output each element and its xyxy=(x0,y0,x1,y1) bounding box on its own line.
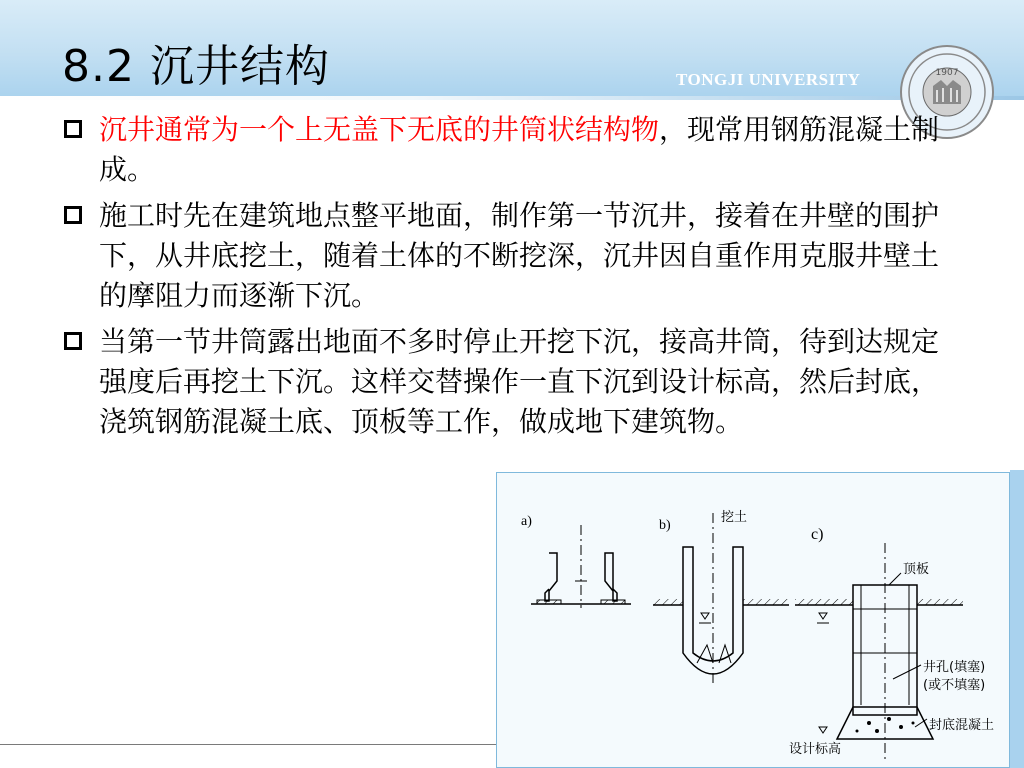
caisson-diagram xyxy=(497,473,1009,767)
label-digging: 挖土 xyxy=(721,510,748,525)
bullet-item-2 xyxy=(64,196,964,316)
side-accent-bar xyxy=(1010,470,1024,768)
university-name: TONGJI UNIVERSITY xyxy=(676,70,861,89)
checkbox-icon xyxy=(64,206,82,224)
diagram-b xyxy=(653,509,789,683)
logo-year: 1907 xyxy=(935,68,959,78)
label-well-hole-alt: (或不填塞) xyxy=(923,678,986,693)
page-title: 8.2 沉井结构 xyxy=(62,41,330,92)
bullet-rest: ，现常用钢筋混凝土制成。 xyxy=(99,113,940,186)
bullet-item-3 xyxy=(64,322,964,442)
label-a: a) xyxy=(521,514,532,529)
label-top-slab: 顶板 xyxy=(903,562,930,577)
label-design-elevation: 设计标高 xyxy=(789,742,842,757)
bullet-text xyxy=(99,113,939,186)
label-well-hole: 井孔(填塞) xyxy=(923,660,986,675)
bullet-item-1 xyxy=(64,110,964,190)
label-bottom-seal: 封底混凝土 xyxy=(929,718,995,733)
caisson-diagram-panel xyxy=(496,472,1010,768)
footer-divider xyxy=(0,744,496,745)
bullet-text: 施工时先在建筑地点整平地面，制作第一节沉井，接着在井壁的围护下，从井底挖土，随着土体的不断挖深，沉井因自重作用克服井壁土的摩阻力而逐渐下沉。 xyxy=(99,199,940,312)
header-divider xyxy=(0,96,1024,100)
checkbox-icon xyxy=(64,120,82,138)
checkbox-icon xyxy=(64,332,82,350)
bullet-text: 当第一节井筒露出地面不多时停止开挖下沉，接高井筒，待到达规定强度后再挖土下沉。这样交替操作一直下沉到设计标高，然后封底，浇筑钢筋混凝土底、顶板等工作，做成地下建筑物。 xyxy=(99,325,940,438)
bullet-list xyxy=(64,110,964,448)
label-b: b) xyxy=(659,518,671,533)
diagram-c xyxy=(789,526,994,763)
bullet-highlight: 沉井通常为一个上无盖下无底的井筒状结构物 xyxy=(99,113,660,146)
diagram-a xyxy=(521,514,631,608)
label-c: c) xyxy=(811,526,824,543)
